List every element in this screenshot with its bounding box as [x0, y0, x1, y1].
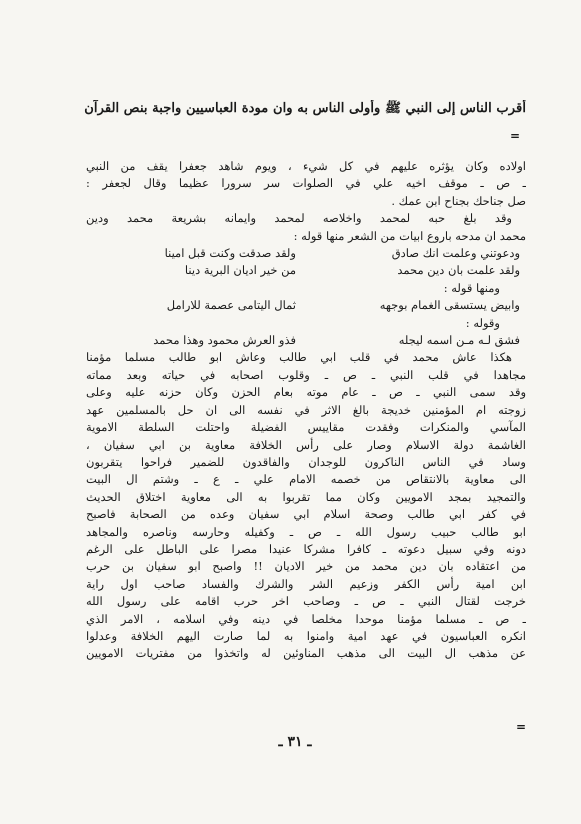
- text-line: ابن امية رأس الكفر وزعيم الشر والشرك والفساد صاحب اول راية: [86, 576, 526, 591]
- text-line: مجاهدا في قلب النبي ـ ص ـ وقلوب اصحابه في حياته وبعد مماته: [86, 367, 526, 382]
- verse-intro-label: ومنها قوله :: [443, 280, 500, 295]
- text-line: في كفر ابي طالب وصحة اسلام ابي سفيان وعده من الصحابة فاصبح: [86, 507, 526, 522]
- verse-second-hemistich: ولقد صدقت وكنت قبل امينا: [164, 246, 296, 261]
- verse-second-hemistich: ثمال اليتامى عصمة للارامل: [166, 298, 296, 313]
- poem-verse: [86, 332, 526, 349]
- continuation-mark: =: [516, 720, 527, 734]
- poem-verse: [86, 297, 526, 314]
- text-line: وقد سمى النبي ـ ص ـ عام موته بعام الحزن وكان حزنه عليه وعلى: [86, 385, 526, 400]
- text-line: هكذا عاش محمد في قلب ابي طالب وعاش ابو طالب مسلما مؤمنا: [86, 350, 512, 365]
- verse-first-hemistich: وابيض يستسقى الغمام بوجهه: [379, 298, 520, 313]
- text-line: خرجت لقتال النبي ـ ص ـ وصاحب اخر حرب اقامه على رسول الله: [86, 594, 526, 609]
- page-number: ـ ٣١ ـ: [278, 734, 312, 750]
- body-text: [86, 158, 526, 663]
- verse-first-hemistich: فشق لـه مـن اسمه ليجله: [398, 333, 520, 348]
- text-line: عن مذهب ال البيت الى مذهب المناوئين له واتخذوا من مفتريات الامويين: [86, 646, 526, 661]
- header-separator-mark: =: [510, 129, 521, 143]
- text-line: والتمجيد بمجد الامويين وكان مما تقربوا به الى معاوية اختلاق الحديث: [86, 489, 526, 504]
- poem-verse: [86, 245, 526, 262]
- text-line: اولاده وكان يؤثره عليهم في كل شيء ، ويوم شاهد جعفرا يقف من النبي: [86, 159, 526, 173]
- text-line: الغاشمة دولة الاسلام وصار على رأس الخلافة معاوية بن ابي سفيان ،: [86, 437, 526, 452]
- verse-second-hemistich: فذو العرش محمود وهذا محمد: [153, 333, 296, 348]
- text-line: انكره العباسيون في عهد امية وامنوا به لما صارت اليهم الخلافة وعدلوا: [86, 628, 526, 643]
- verse-first-hemistich: ودعوتني وعلمت انك صادق: [391, 246, 520, 261]
- text-line: زوجته ام المؤمنين خديجة بالغ الاثر في نفسه الى ان حل بالمسلمين عهد: [86, 402, 526, 417]
- text-line: الى معاوية بالانتقاص من خصمه الامام علي ـ ع ـ وشتم ال البيت: [86, 472, 526, 487]
- running-header: أقرب الناس إلى النبي ﷺ وأولى الناس به وان مودة العباسيين واجبة بنص القرآن: [84, 101, 526, 116]
- text-line: ـ ص ـ مسلما مؤمنا موحدا مخلصا في دينه وفي اسلامه ، الامر الذي: [86, 611, 526, 626]
- text-line: من اعتقاده بان دين محمد من خير الاديان !! واصبح ابو سفيان بن حرب: [86, 559, 526, 574]
- verse-intro-label: وقوله :: [465, 315, 500, 330]
- verse-first-hemistich: ولقد علمت بان دين محمد: [397, 263, 520, 278]
- text-line: وساد في الناس الناكرون للوجدان والفاقدون للضمير فراحوا يتقربون: [86, 454, 526, 469]
- verse-second-hemistich: من خير اديان البرية دينا: [184, 263, 296, 278]
- text-line: ـ ص ـ موقف اخيه علي في الصلوات سر سرورا عظيما وقال لجعفر :: [86, 176, 526, 191]
- poem-verse: [86, 262, 526, 279]
- text-line: صل جناحك بجناح ابن عمك .: [391, 193, 526, 208]
- text-line: دونه وفي سبيل دعوته ـ كافرا مشركا عنيدا مصرا على الباطل على الرغم: [86, 541, 526, 556]
- text-line: وقد بلغ حبه لمحمد واخلاصه لمحمد وايمانه بشريعة محمد ودين: [86, 211, 512, 226]
- text-line: ابو طالب حبيب رسول الله ـ ص ـ وكفيله وحارسه وناصره والمجاهد: [86, 524, 526, 539]
- text-line: محمد ان مدحه باروع ابيات من الشعر منها قوله :: [293, 228, 526, 243]
- text-line: المآسي والمنكرات وفقدت مقاييس الفضيلة واحتلت السلطة الاموية: [86, 420, 526, 435]
